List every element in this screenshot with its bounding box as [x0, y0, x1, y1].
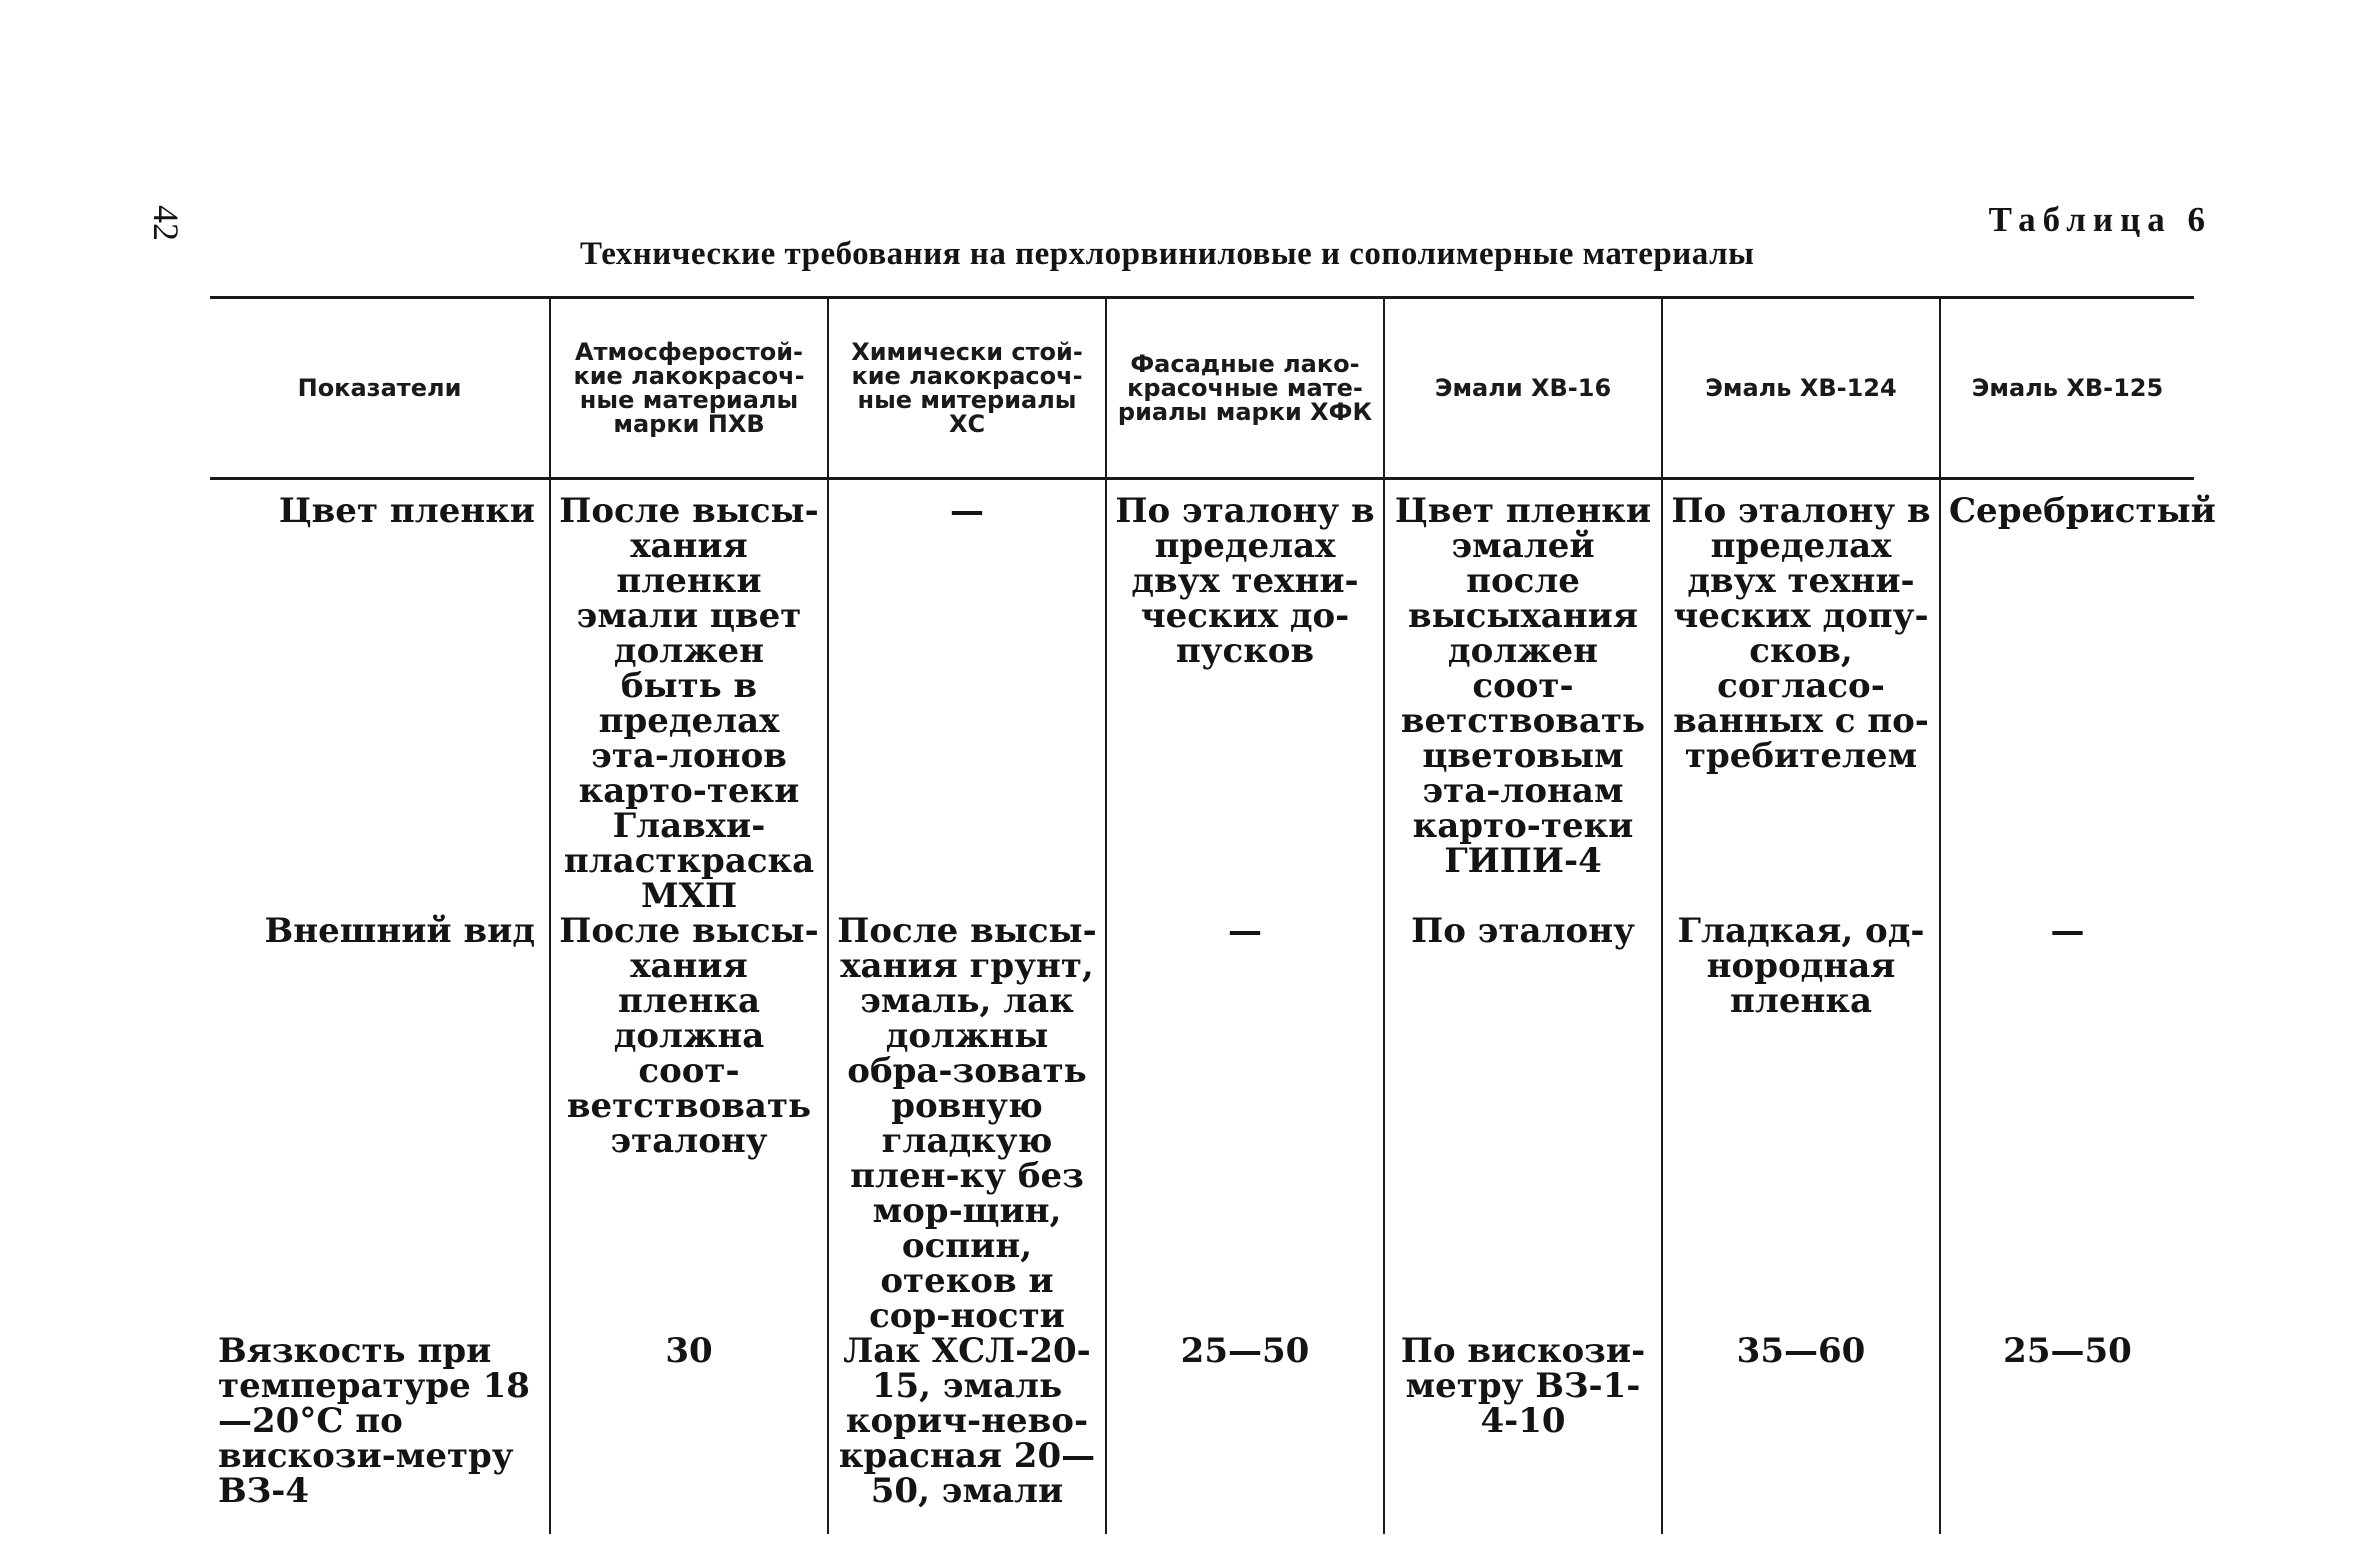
table-cell: Серебристый	[1940, 479, 2194, 915]
header-khv-16: Эмали ХВ-16	[1384, 298, 1662, 479]
table-cell: —	[828, 479, 1106, 915]
header-pkhv: Атмосферостой-кие лакокрасоч-ные материалы марки ПХВ	[550, 298, 828, 479]
page-number: 42	[146, 205, 186, 241]
table-row	[210, 1334, 2194, 1534]
requirements-table	[210, 296, 2216, 1534]
table-cell: 25—50	[1106, 1334, 1384, 1534]
table-row	[210, 914, 2194, 1334]
table-cell: По эталону в пределах двух техни-ческих допу-сков, согласо-ванных с по-требителем	[1662, 479, 1940, 915]
header-khfk: Фасадные лако-красочные мате-риалы марки ХФК	[1106, 298, 1384, 479]
header-indicators: Показатели	[210, 298, 550, 479]
header-khv-125: Эмаль ХВ-125	[1940, 298, 2194, 479]
table-cell: По вискози-метру ВЗ-1-4-10	[1384, 1334, 1662, 1534]
table-cell: После высы-хания пленки эмали цвет должен быть в пределах эта-лонов карто-теки Главхи-пласткраска МХП	[550, 479, 828, 915]
row-label: Цвет пленки	[278, 491, 535, 531]
table-cell: 30	[550, 1334, 828, 1534]
table-label: Таблица 6	[1988, 200, 2212, 239]
table-cell: После высы-хания пленка должна соот-ветствовать эталону	[550, 914, 828, 1334]
row-label: Внешний вид	[264, 911, 535, 951]
table-row	[210, 479, 2194, 915]
table-title: Технические требования на перхлорвиниловые и сополимерные материалы	[580, 236, 1755, 272]
table-cell: 25—50	[1940, 1334, 2194, 1534]
table-cell: По эталону в пределах двух техни-ческих до-пусков	[1106, 479, 1384, 915]
table-cell: По эталону	[1384, 914, 1662, 1334]
table-cell: Цвет пленки эмалей после высыхания должен соот-ветствовать цветовым эта-лонам карто-теки ГИПИ-4	[1384, 479, 1662, 915]
row-label: Вязкость при температуре 18—20°С по вискози-метру ВЗ-4	[218, 1331, 530, 1511]
table-cell: Гладкая, од-нородная пленка	[1662, 914, 1940, 1334]
table-cell: —	[1106, 914, 1384, 1334]
table-cell: 35—60	[1662, 1334, 1940, 1534]
table-cell: Лак ХСЛ-20-15, эмаль корич-нево-красная 20—50, эмали	[828, 1334, 1106, 1534]
header-khv-124: Эмаль ХВ-124	[1662, 298, 1940, 479]
header-khs: Химически стой-кие лакокрасоч-ные митериалы ХС	[828, 298, 1106, 479]
header-row	[210, 298, 2194, 479]
table-cell: После высы-хания грунт, эмаль, лак должны обра-зовать ровную гладкую плен-ку без мор-щин, оспин, отеков и сор-ности	[828, 914, 1106, 1334]
table-cell: —	[1940, 914, 2194, 1334]
